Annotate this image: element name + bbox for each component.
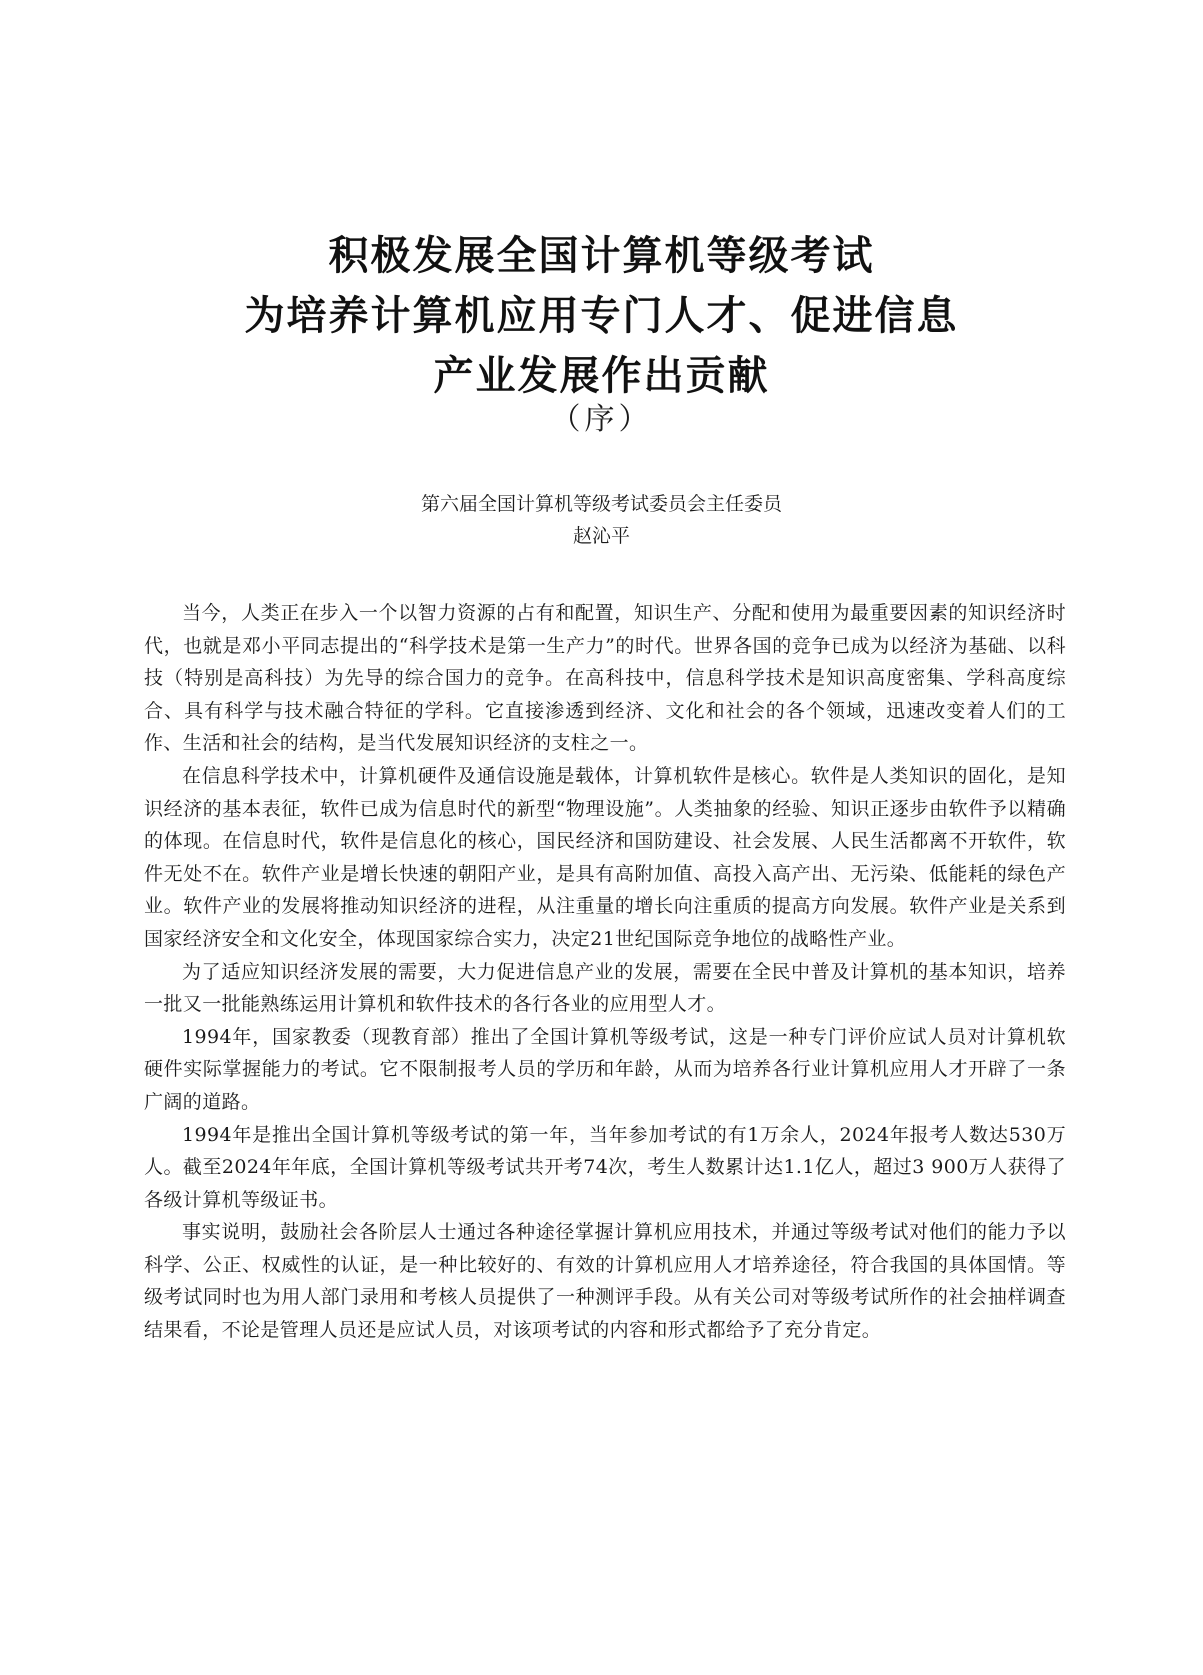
title-line-2: 为培养计算机应用专门人才、促进信息	[244, 293, 959, 339]
paragraph-2: 在信息科学技术中，计算机硬件及通信设施是载体，计算机软件是核心。软件是人类知识的固化，是知识经济的基本表征，软件已成为信息时代的新型“物理设施”。人类抽象的经验、知识正逐步由软件予以精确的体现。在信息时代，软件是信息化的核心，国民经济和国防建设、社会发展、人民生活都离不开软件，软件无处不在。软件产业是增长快速的朝阳产业，是具有高附加值、高投入高产出、无污染、低能耗的绿色产业。软件产业的发展将推动知识经济的进程，从注重量的增长向注重质的提高方向发展。软件产业是关系到国家经济安全和文化安全，体现国家综合实力，决定21世纪国际竞争地位的战略性产业。	[144, 764, 1066, 950]
preface-label: （序）	[550, 402, 653, 437]
paragraph-5: 1994年是推出全国计算机等级考试的第一年，当年参加考试的有1万余人，2024年报考人数达530万人。截至2024年年底，全国计算机等级考试共开考74次，考生人数累计达1.1亿人，超过3 900万人获得了各级计算机等级证书。	[144, 1123, 1066, 1211]
author-block	[0, 488, 1203, 552]
title-line-3: 产业发展作出贡献	[433, 353, 770, 399]
title-line-1: 积极发展全国计算机等级考试	[328, 233, 875, 279]
body-text	[144, 597, 1066, 1347]
paragraph-3: 为了适应知识经济发展的需要，大力促进信息产业的发展，需要在全民中普及计算机的基本知识，培养一批又一批能熟练运用计算机和软件技术的各行各业的应用型人才。	[144, 960, 1066, 1016]
author-name: 赵沁平	[572, 525, 630, 547]
page-title	[0, 226, 1203, 406]
paragraph-1: 当今，人类正在步入一个以智力资源的占有和配置，知识生产、分配和使用为最重要因素的知识经济时代，也就是邓小平同志提出的“科学技术是第一生产力”的时代。世界各国的竞争已成为以经济为基础、以科技（特别是高科技）为先导的综合国力的竞争。在高科技中，信息科学技术是知识高度密集、学科高度综合、具有科学与技术融合特征的学科。它直接渗透到经济、文化和社会的各个领域，迅速改变着人们的工作、生活和社会的结构，是当代发展知识经济的支柱之一。	[144, 602, 1066, 755]
paragraph-6: 事实说明，鼓励社会各阶层人士通过各种途径掌握计算机应用技术，并通过等级考试对他们的能力予以科学、公正、权威性的认证，是一种比较好的、有效的计算机应用人才培养途径，符合我国的具体国情。等级考试同时也为用人部门录用和考核人员提供了一种测评手段。从有关公司对等级考试所作的社会抽样调查结果看，不论是管理人员还是应试人员，对该项考试的内容和形式都给予了充分肯定。	[144, 1221, 1066, 1342]
author-position: 第六届全国计算机等级考试委员会主任委员	[420, 493, 782, 515]
paragraph-4: 1994年，国家教委（现教育部）推出了全国计算机等级考试，这是一种专门评价应试人员对计算机软硬件实际掌握能力的考试。它不限制报考人员的学历和年龄，从而为培养各行业计算机应用人才开辟了一条广阔的道路。	[144, 1025, 1066, 1113]
